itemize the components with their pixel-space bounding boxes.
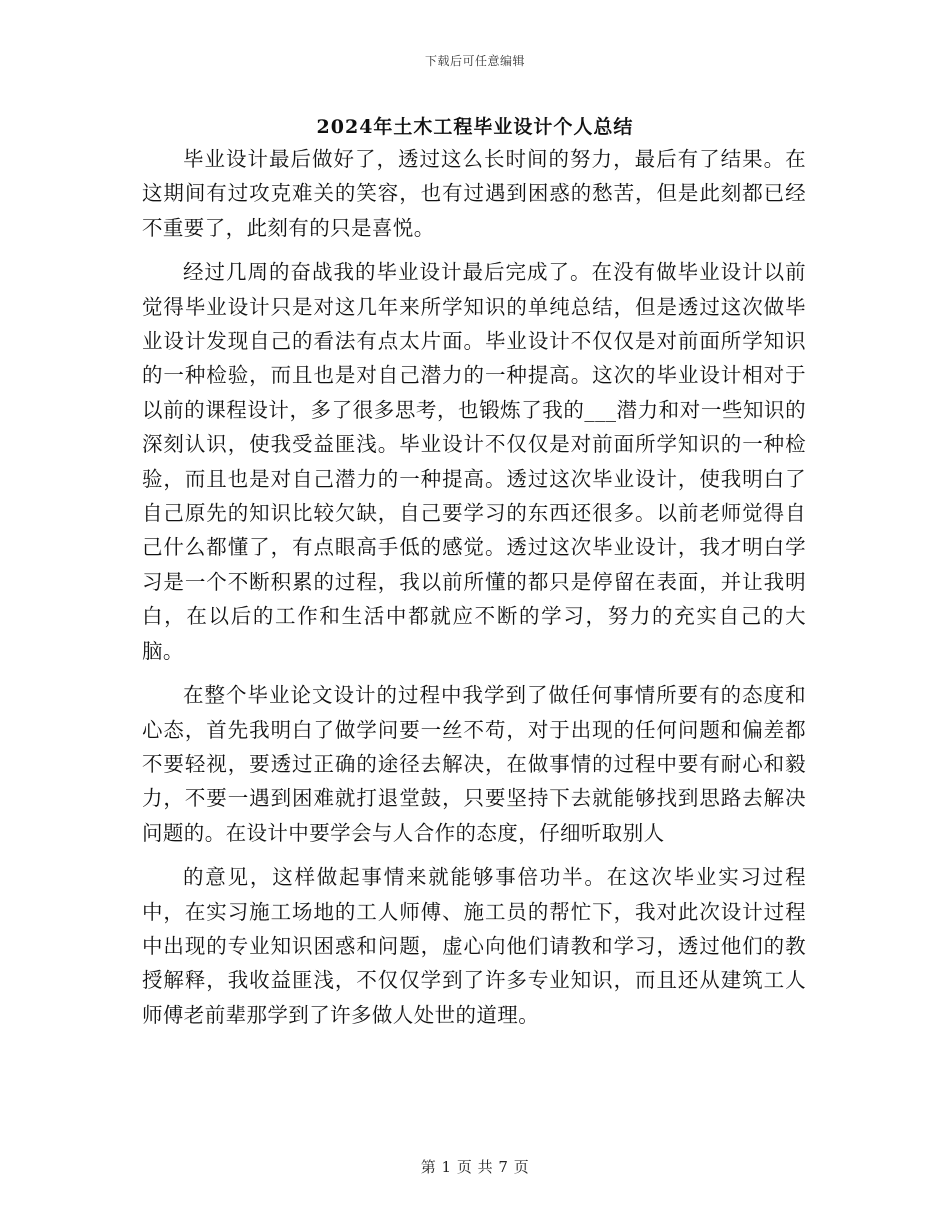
page-number: 第 1 页 共 7 页 [420, 1158, 530, 1176]
paragraph-3: 在整个毕业论文设计的过程中我学到了做任何事情所要有的态度和心态，首先我明白了做学问要一丝不苟，对于出现的任何问题和偏差都不要轻视，要透过正确的途径去解决，在做事情的过程中要有耐心和毅力，不要一遇到困难就打退堂鼓，只要坚持下去就能够找到思路去解决问题的。在设计中要学会与人合作的态度，仔细听取别人 [142, 683, 806, 845]
paragraph-2: 经过几周的奋战我的毕业设计最后完成了。在没有做毕业设计以前觉得毕业设计只是对这几年来所学知识的单纯总结，但是透过这次做毕业设计发现自己的看法有点太片面。毕业设计不仅仅是对前面所学知识的一种检验，而且也是对自己潜力的一种提高。这次的毕业设计相对于以前的课程设计，多了很多思考，也锻炼了我的___潜力和对一些知识的深刻认识，使我受益匪浅。毕业设计不仅仅是对前面所学知识的一种检验，而且也是对自己潜力的一种提高。透过这次毕业设计，使我明白了自己原先的知识比较欠缺，自己要学习的东西还很多。以前老师觉得自己什么都懂了，有点眼高手低的感觉。透过这次毕业设计，我才明白学习是一个不断积累的过程，我以前所懂的都只是停留在表面，并让我明白，在以后的工作和生活中都就应不断的学习，努力的充实自己的大脑。 [142, 260, 806, 663]
document-title: 2024年土木工程毕业设计个人总结 [316, 116, 634, 138]
paragraph-4: 的意见，这样做起事情来就能够事倍功半。在这次毕业实习过程中，在实习施工场地的工人师傅、施工员的帮忙下，我对此次设计过程中出现的专业知识困惑和问题，虚心向他们请教和学习，透过他们的教授解释，我收益匪浅，不仅仅学到了许多专业知识，而且还从建筑工人师傅老前辈那学到了许多做人处世的道理。 [142, 865, 806, 1027]
page-header-note: 下载后可任意编辑 [424, 54, 525, 68]
document-body [142, 142, 806, 1042]
paragraph-1: 毕业设计最后做好了，透过这么长时间的努力，最后有了结果。在这期间有过攻克难关的笑容，也有过遇到困惑的愁苦，但是此刻都已经不重要了，此刻有的只是喜悦。 [142, 147, 806, 240]
